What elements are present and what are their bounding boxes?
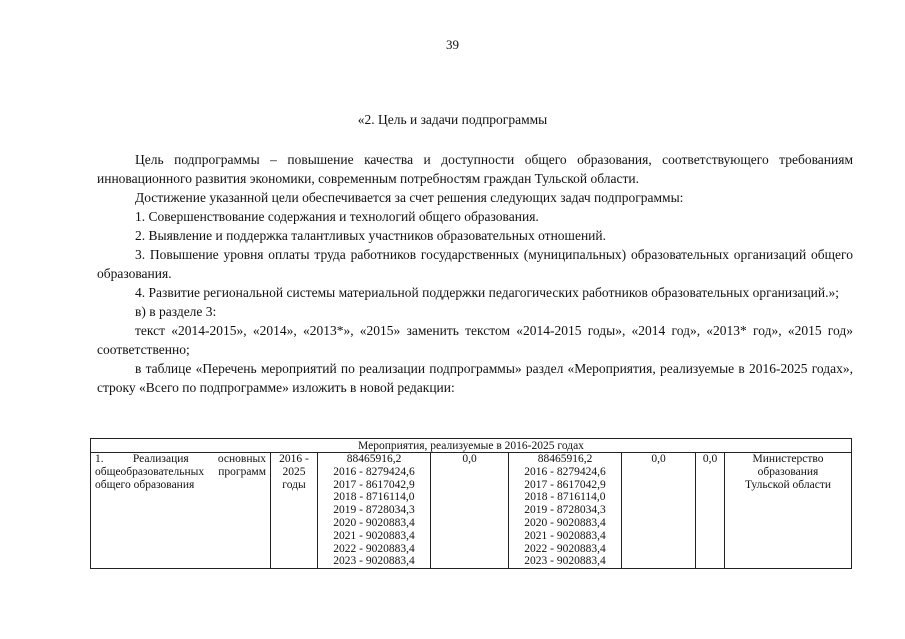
page-number: 39 — [446, 37, 459, 52]
regional-budget-year: 2020 - 9020883,4 — [524, 516, 606, 529]
paragraph-task-4: 4. Развитие региональной системы материальной поддержки педагогических работников образовательных организаций.»; — [135, 285, 839, 300]
total-funding-cell — [318, 453, 431, 569]
federal-budget-cell: 0,0 — [431, 453, 509, 569]
paragraph-table-change: в таблице «Перечень мероприятий по реализации подпрограммы» раздел «Мероприятия, реализуемые в 2016-2025 годах», строку «Всего по подпрограмме» изложить в новой редакции: — [97, 361, 853, 395]
total-funding-year: 2022 - 9020883,4 — [333, 542, 415, 555]
total-funding-year: 2021 - 9020883,4 — [333, 529, 415, 542]
total-funding-sum: 88465916,2 — [346, 453, 402, 465]
regional-budget-year: 2018 - 8716114,0 — [524, 491, 606, 504]
years-line: 2016 - — [279, 453, 309, 465]
executor-line: образования — [757, 465, 819, 478]
total-funding-year: 2023 - 9020883,4 — [333, 555, 415, 568]
regional-budget-year: 2019 - 8728034,3 — [524, 504, 606, 517]
extrabudgetary-cell: 0,0 — [696, 453, 725, 569]
measure-name-cell: 1. Реализация основных общеобразовательных программ общего образования — [91, 453, 271, 569]
measures-table — [90, 438, 852, 569]
section-heading: «2. Цель и задачи подпрограммы — [357, 112, 548, 127]
regional-budget-sum: 88465916,2 — [537, 453, 593, 465]
table-row — [91, 453, 852, 569]
regional-budget-year: 2022 - 9020883,4 — [524, 542, 606, 555]
years-line: 2025 — [282, 465, 306, 478]
regional-budget-year: 2016 - 8279424,6 — [524, 465, 606, 478]
years-line: годы — [282, 478, 306, 491]
local-budget-cell: 0,0 — [622, 453, 696, 569]
total-funding-year: 2017 - 8617042,9 — [333, 478, 415, 491]
executor-cell — [725, 453, 852, 569]
regional-budget-year: 2021 - 9020883,4 — [524, 529, 606, 542]
executor-line: Тульской области — [744, 478, 831, 491]
total-funding-year: 2019 - 8728034,3 — [333, 504, 415, 517]
paragraph-task-2: 2. Выявление и поддержка талантливых участников образовательных отношений. — [135, 228, 606, 243]
table-section-title: Мероприятия, реализуемые в 2016-2025 годах — [91, 439, 852, 453]
paragraph-task-1: 1. Совершенствование содержания и технологий общего образования. — [135, 209, 539, 224]
paragraph-replace-text: текст «2014-2015», «2014», «2013*», «2015» заменить текстом «2014-2015 годы», «2014 год», «2013* год», «2015 год» соответственно; — [97, 323, 853, 357]
body-text — [97, 150, 853, 397]
paragraph-task-3: 3. Повышение уровня оплаты труда работников государственных (муниципальных) образовательных организаций общего образования. — [97, 247, 853, 281]
paragraph-goal: Цель подпрограммы – повышение качества и доступности общего образования, соответствующего требованиям инновационного развития экономики, современным потребностям граждан Тульской области. — [97, 152, 853, 186]
regional-budget-cell — [509, 453, 622, 569]
total-funding-year: 2018 - 8716114,0 — [333, 491, 415, 504]
years-cell — [271, 453, 318, 569]
paragraph-tasks-intro: Достижение указанной цели обеспечивается за счет решения следующих задач подпрограммы: — [135, 190, 684, 205]
table-section-row — [91, 439, 852, 453]
regional-budget-year: 2023 - 9020883,4 — [524, 555, 606, 568]
regional-budget-year: 2017 - 8617042,9 — [524, 478, 606, 491]
executor-line: Министерство — [752, 453, 824, 465]
total-funding-year: 2020 - 9020883,4 — [333, 516, 415, 529]
total-funding-year: 2016 - 8279424,6 — [333, 465, 415, 478]
paragraph-section-3: в) в разделе 3: — [135, 304, 217, 319]
